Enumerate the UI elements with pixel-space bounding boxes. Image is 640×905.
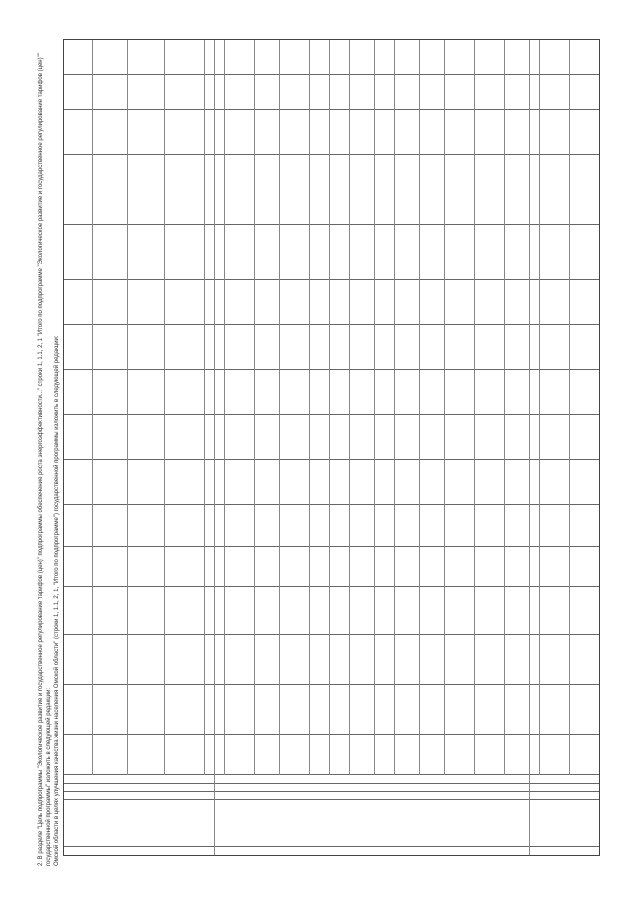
grid-hline (504, 40, 505, 775)
grid-hline (164, 40, 165, 775)
funding-source-label (366, 736, 392, 774)
row-title (217, 801, 277, 846)
grid-hline (569, 40, 570, 775)
rotated-document-page (37, 36, 602, 866)
grid-vline (64, 734, 599, 735)
grid-vline (64, 504, 599, 505)
funding-source-label (226, 736, 252, 774)
grid-vline (64, 414, 599, 415)
grid-vline (64, 459, 599, 460)
indicator-name (394, 280, 420, 324)
grid-hline (224, 40, 225, 775)
grid-hline (394, 40, 395, 775)
grid-vline (64, 546, 599, 547)
grid-hline (309, 40, 310, 775)
grid-hline (539, 40, 540, 775)
grid-vline (64, 783, 599, 784)
grid-hline-main (529, 40, 530, 855)
funding-source-label (66, 736, 94, 774)
grid-vline (64, 586, 599, 587)
grid-vline (64, 634, 599, 635)
grid-hline (444, 40, 445, 775)
funding-source-label (256, 736, 282, 774)
indicator-name (539, 280, 565, 324)
grid-vline (64, 774, 599, 775)
grid-hline-main (214, 40, 215, 855)
grid-vline (64, 791, 599, 792)
grid-hline (92, 40, 93, 775)
grid-vline (64, 846, 599, 847)
heading-line-1: 2. В разделе "Цель подпрограммы "Экологическое развитие и государственное регулирование тарифов (цен)" подпрограммы обеспечение роста энергоэффективности..." строки 1, 1.1, 2, 1 "Итого по подпрограмме "Экологическое развитие и государственное регулирование тарифов (цен)"" государственной программы" изложить в следующей редакции: (38, 53, 52, 866)
indicator-name (349, 280, 375, 324)
grid-hline (204, 40, 205, 775)
heading-line-2: Омской области в целях улучшения качества жизни населения Омской области" (строки 1, 1.1, 2, 1, "Итого по подпрограмме") государственной программы изложить в следующей редакции: (54, 335, 60, 866)
funding-source-label (130, 736, 158, 774)
grid-hline (419, 40, 420, 775)
program-table (63, 39, 600, 856)
grid-hline (349, 40, 350, 775)
grid-vline (64, 324, 599, 325)
row-title (532, 801, 592, 846)
grid-vline (64, 224, 599, 225)
grid-vline (64, 369, 599, 370)
indicator-name (474, 280, 500, 324)
grid-vline (64, 799, 599, 800)
grid-hline (254, 40, 255, 775)
grid-hline (127, 40, 128, 775)
grid-hline (329, 40, 330, 775)
funding-source-label (96, 736, 124, 774)
grid-vline (64, 74, 599, 75)
row-title (66, 801, 206, 846)
grid-vline (64, 109, 599, 110)
indicator-name (254, 280, 280, 324)
grid-hline (279, 40, 280, 775)
grid-hline (474, 40, 475, 775)
indicator-name (279, 280, 305, 324)
document-heading (37, 36, 59, 866)
grid-vline (64, 684, 599, 685)
funding-source-label (290, 736, 316, 774)
indicator-name (224, 280, 250, 324)
grid-vline (64, 154, 599, 155)
grid-hline (374, 40, 375, 775)
